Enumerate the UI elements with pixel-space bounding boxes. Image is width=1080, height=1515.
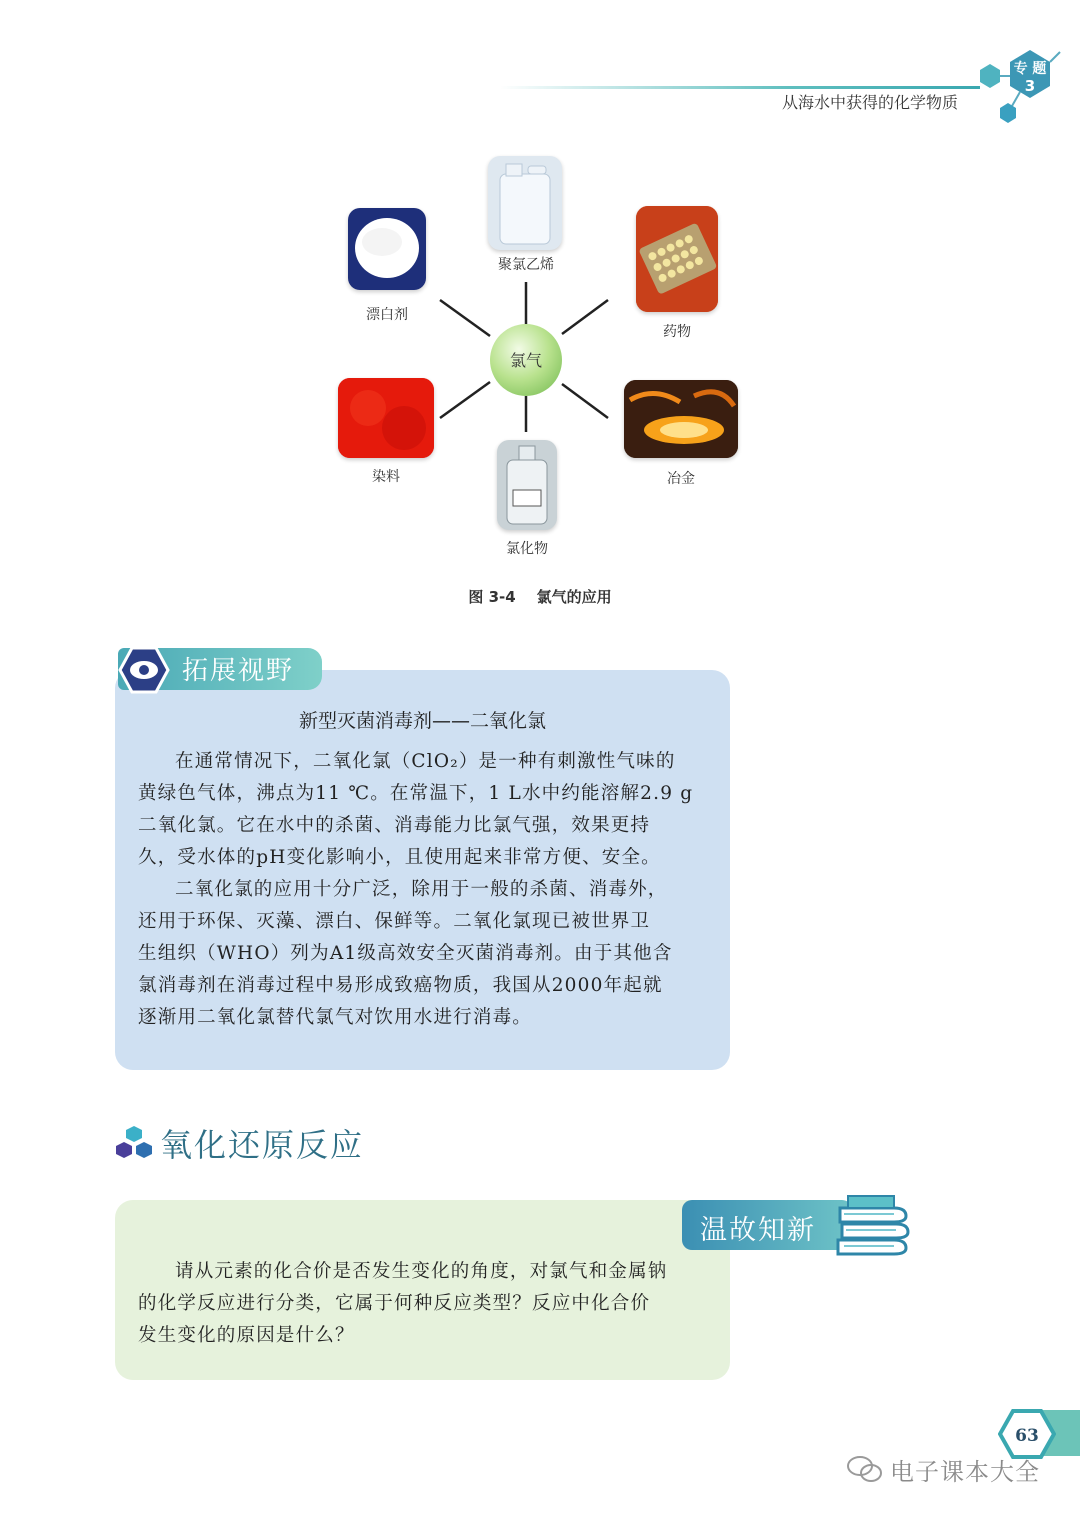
pvc-image — [488, 156, 562, 250]
chapter-subtitle: 从海水中获得的化学物质 — [781, 93, 958, 112]
review-tab-label: 温故知新 — [700, 1215, 816, 1246]
section-cubes-icon — [114, 1124, 154, 1160]
dye-label: 染料 — [372, 469, 400, 485]
page-number: 63 — [1015, 1426, 1039, 1446]
text-line: 生组织（WHO）列为A1级高效安全灭菌消毒剂。由于其他含 — [138, 943, 673, 964]
connector-line — [440, 382, 490, 418]
review-paragraph — [138, 1256, 708, 1352]
metallurgy-label: 冶金 — [667, 471, 695, 487]
text-line: 的化学反应进行分类，它属于何种反应类型？反应中化合价 — [138, 1293, 651, 1314]
wechat-icon — [846, 1454, 884, 1484]
text-line: 氯消毒剂在消毒过程中易形成致癌物质，我国从2000年起就 — [138, 975, 663, 996]
dye-image — [338, 378, 434, 458]
medicine-label: 药物 — [663, 324, 691, 340]
extension-title: 新型灭菌消毒剂——二氧化氯 — [298, 710, 546, 732]
text-line: 发生变化的原因是什么？ — [138, 1325, 355, 1346]
section-title: 氧化还原反应 — [160, 1126, 365, 1164]
text-line: 请从元素的化合价是否发生变化的角度，对氯气和金属钠 — [175, 1261, 668, 1282]
text-line: 久，受水体的pH变化影响小，且使用起来非常方便、安全。 — [138, 847, 661, 868]
extension-paragraph-2 — [138, 874, 708, 1034]
watermark-text: 电子课本大全 — [890, 1458, 1040, 1486]
chlorine-node-label: 氯气 — [509, 351, 543, 370]
caption-number: 图 3-4 — [468, 588, 516, 606]
badge-number: 3 — [1024, 77, 1036, 95]
text-line: 二氧化氯的应用十分广泛，除用于一般的杀菌、消毒外， — [175, 879, 668, 900]
bleach-image — [348, 208, 426, 290]
connector-line — [440, 300, 490, 336]
bleach-label: 漂白剂 — [366, 307, 408, 323]
figure-caption — [0, 586, 1080, 607]
text-line: 二氧化氯。它在水中的杀菌、消毒能力比氯气强，效果更持 — [138, 815, 651, 836]
text-line: 在通常情况下，二氧化氯（ClO₂）是一种有刺激性气味的 — [175, 751, 676, 772]
chloride-label: 氯化物 — [506, 541, 548, 557]
medicine-image — [636, 206, 718, 312]
text-line: 逐渐用二氧化氯替代氯气对饮用水进行消毒。 — [138, 1007, 533, 1028]
connector-line — [562, 384, 608, 418]
caption-title: 氯气的应用 — [536, 588, 612, 606]
metallurgy-image — [624, 380, 738, 458]
pvc-label: 聚氯乙烯 — [498, 257, 554, 273]
chloride-image — [497, 440, 557, 530]
extension-tab-label: 拓展视野 — [182, 656, 295, 686]
text-line: 黄绿色气体，沸点为11 ℃。在常温下，1 L水中约能溶解2.9 g — [138, 783, 694, 804]
connector-line — [562, 300, 608, 334]
extension-paragraph-1 — [138, 746, 708, 874]
eye-icon — [118, 646, 170, 694]
badge-label: 专 题 — [1013, 61, 1047, 77]
text-line: 还用于环保、灭藻、漂白、保鲜等。二氧化氯现已被世界卫 — [138, 911, 651, 932]
books-icon — [834, 1194, 910, 1256]
